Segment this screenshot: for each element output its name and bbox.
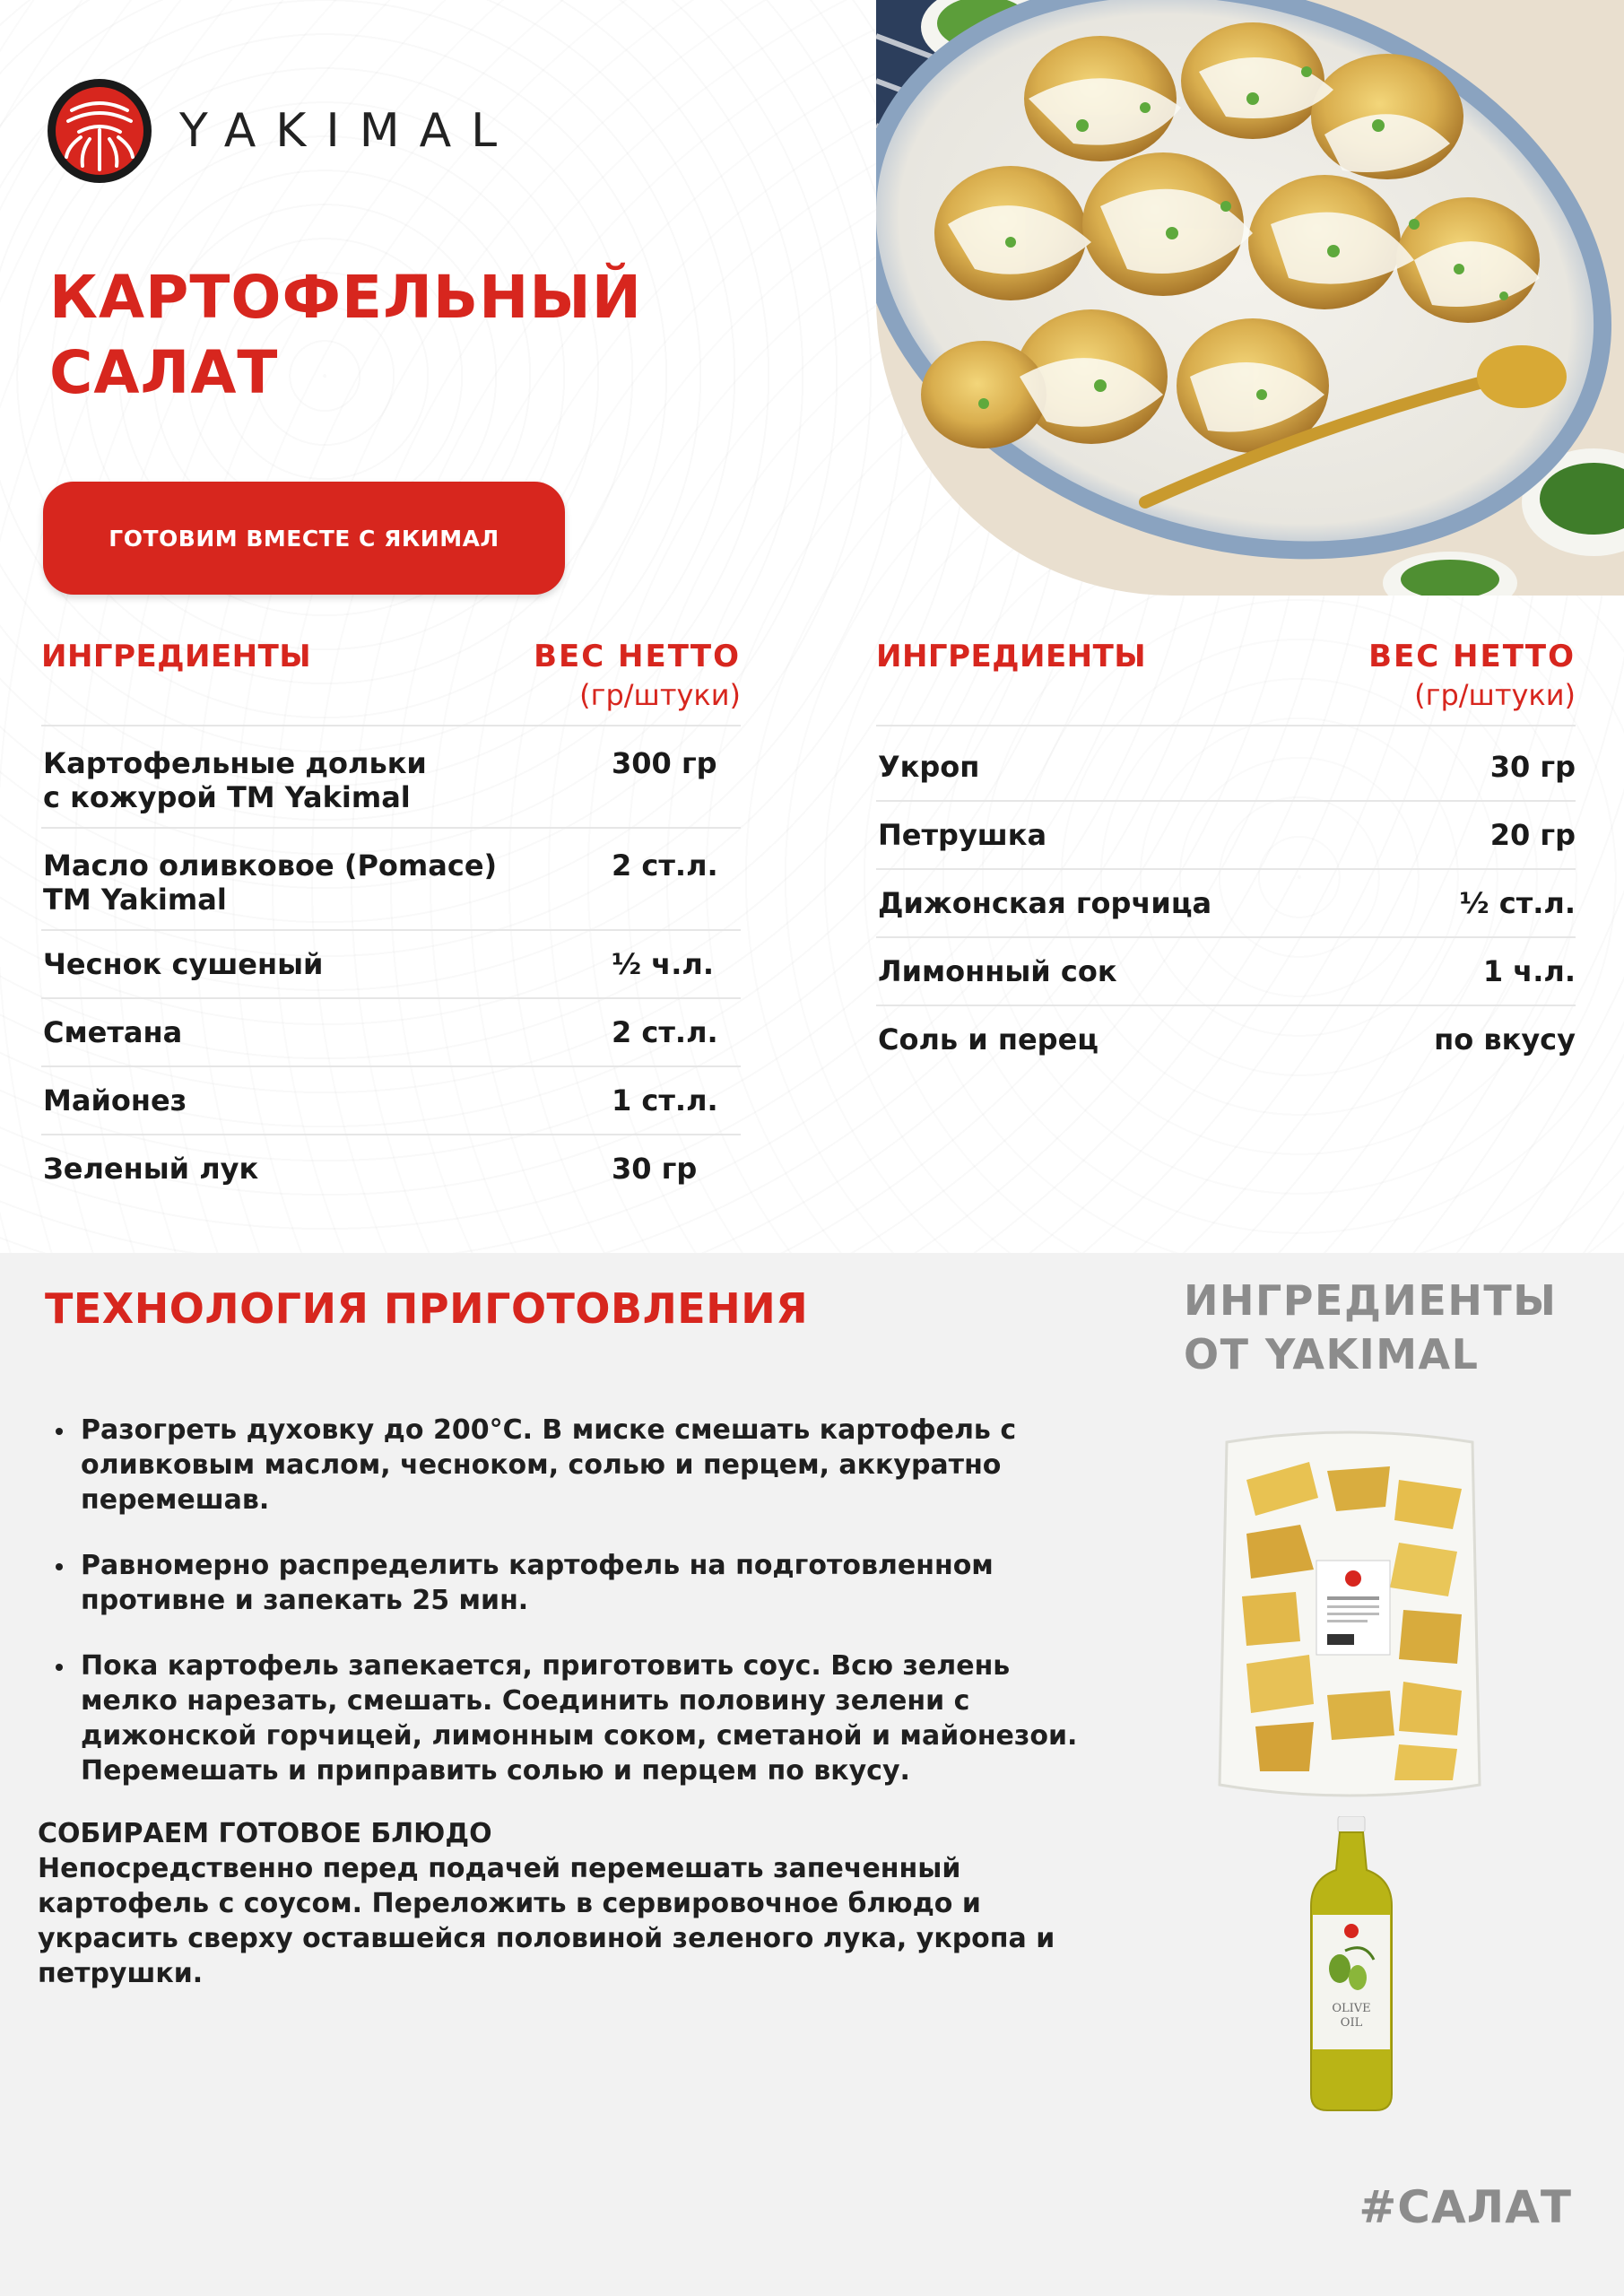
ingredient-row: [41, 1135, 741, 1202]
ingredient-row: [876, 938, 1576, 1006]
assemble-text: Непосредственно перед подачей перемешать запеченный картофель с соусом. Переложить в сервировочное блюдо и украсить сверху оставшейся половиной зеленого лука, укропа и петрушки.: [38, 1853, 1055, 1989]
technology-title: ТЕХНОЛОГИЯ ПРИГОТОВЛЕНИЯ: [45, 1284, 809, 1333]
ingredient-name: Соль и перец: [878, 1022, 1099, 1057]
ingredient-amount: 2 ст.л.: [612, 848, 718, 883]
yakimal-logo-icon: [45, 76, 154, 186]
ingredient-row: [41, 726, 741, 829]
ingredient-amount: 1 ч.л.: [1482, 954, 1576, 988]
step-item: Разогреть духовку до 200°С. В миске смешать картофель с оливковым маслом, чесноком, солью и перцем, аккуратно перемешав.: [54, 1413, 1112, 1518]
weight-header-label: ВЕС НЕТТО: [1368, 639, 1576, 674]
recipe-title: [49, 260, 642, 411]
products-title-line-2: ОТ YAKIMAL: [1184, 1330, 1480, 1378]
ingredients-table-right: [876, 639, 1576, 1073]
ingredient-row: [41, 1067, 741, 1135]
ingredients-header-label: ИНГРЕДИЕНТЫ: [41, 639, 312, 674]
ingredient-name: Дижонская горчица: [878, 886, 1212, 920]
step-item: Равномерно распределить картофель на подготовленном противне и запекать 25 мин.: [54, 1548, 1112, 1618]
ingredient-amount: 1 ст.л.: [612, 1083, 718, 1118]
ingredient-amount: 2 ст.л.: [612, 1015, 718, 1049]
ingredient-row: [41, 999, 741, 1067]
ingredient-amount: ½ ч.л.: [612, 947, 714, 981]
olive-oil-bottle-icon: [1302, 1816, 1401, 2112]
recipe-title-line-1: КАРТОФЕЛЬНЫЙ: [49, 263, 643, 332]
ingredient-name-line: Масло оливковое (Pomace): [43, 848, 498, 883]
weight-header: [534, 639, 741, 712]
ingredients-header: [876, 639, 1576, 726]
weight-header-unit: (гр/штуки): [1414, 678, 1576, 712]
ingredient-row: [41, 829, 741, 931]
ingredient-name: Сметана: [43, 1015, 183, 1049]
products-title: [1184, 1274, 1557, 1381]
ingredients-header-label: ИНГРЕДИЕНТЫ: [876, 639, 1147, 674]
cook-together-button[interactable]: ГОТОВИМ ВМЕСТЕ С ЯКИМАЛ: [43, 482, 565, 595]
assemble-block: [38, 1816, 1114, 1991]
ingredients-table-left: [41, 639, 741, 1202]
products-title-line-1: ИНГРЕДИЕНТЫ: [1184, 1276, 1558, 1325]
brand-logo: [45, 76, 517, 186]
ingredient-name-line: с кожурой ТМ Yakimal: [43, 780, 411, 814]
weight-header-label: ВЕС НЕТТО: [534, 639, 741, 674]
ingredient-name: [43, 746, 427, 814]
recipe-title-line-2: САЛАТ: [49, 338, 279, 407]
ingredient-name: Петрушка: [878, 818, 1047, 852]
weight-header-unit: (гр/штуки): [579, 678, 741, 712]
ingredient-amount: по вкусу: [1434, 1022, 1576, 1057]
ingredient-amount: ½ ст.л.: [1459, 886, 1576, 920]
preparation-steps: [54, 1413, 1112, 1819]
ingredient-name-line: Картофельные дольки: [43, 746, 427, 780]
ingredient-name: Чеснок сушеный: [43, 947, 324, 981]
bottle-label-oil: OIL: [1340, 2016, 1363, 2030]
ingredient-amount: 30 гр: [612, 1152, 698, 1186]
weight-header: [1368, 639, 1576, 712]
bottle-label-olive: OLIVE: [1332, 2002, 1371, 2015]
hashtag: #САЛАТ: [1359, 2181, 1572, 2233]
ingredient-amount: 300 гр: [612, 746, 717, 780]
potato-salad-photo-icon: [876, 0, 1624, 596]
ingredient-name: Укроп: [878, 750, 980, 784]
ingredient-amount: 30 гр: [1489, 750, 1576, 784]
hero-photo: [876, 0, 1624, 596]
ingredient-row: [876, 870, 1576, 938]
ingredient-row: [876, 802, 1576, 870]
step-item: Пока картофель запекается, приготовить соус. Всю зелень мелко нарезать, смешать. Соединить половину зелени с дижонской горчицей, лимонным соком, сметаной и майонезои. Перемешать и приправить солью и перцем по вкусу.: [54, 1648, 1112, 1788]
ingredient-row: [876, 726, 1576, 802]
ingredient-amount: 20 гр: [1489, 818, 1576, 852]
ingredient-row: [876, 1006, 1576, 1073]
ingredient-name: Зеленый лук: [43, 1152, 259, 1186]
ingredient-name: [43, 848, 497, 917]
brand-name: YAKIMAL: [179, 104, 517, 158]
ingredient-name: Лимонный сок: [878, 954, 1117, 988]
ingredient-row: [41, 931, 741, 999]
ingredients-header: [41, 639, 741, 726]
olive-oil-bottle: [1302, 1816, 1401, 2112]
assemble-title: СОБИРАЕМ ГОТОВОЕ БЛЮДО: [38, 1818, 492, 1849]
ingredient-name-line: ТМ Yakimal: [43, 883, 227, 917]
ingredient-name: Майонез: [43, 1083, 187, 1118]
potato-wedges-bag-icon: [1211, 1426, 1489, 1803]
